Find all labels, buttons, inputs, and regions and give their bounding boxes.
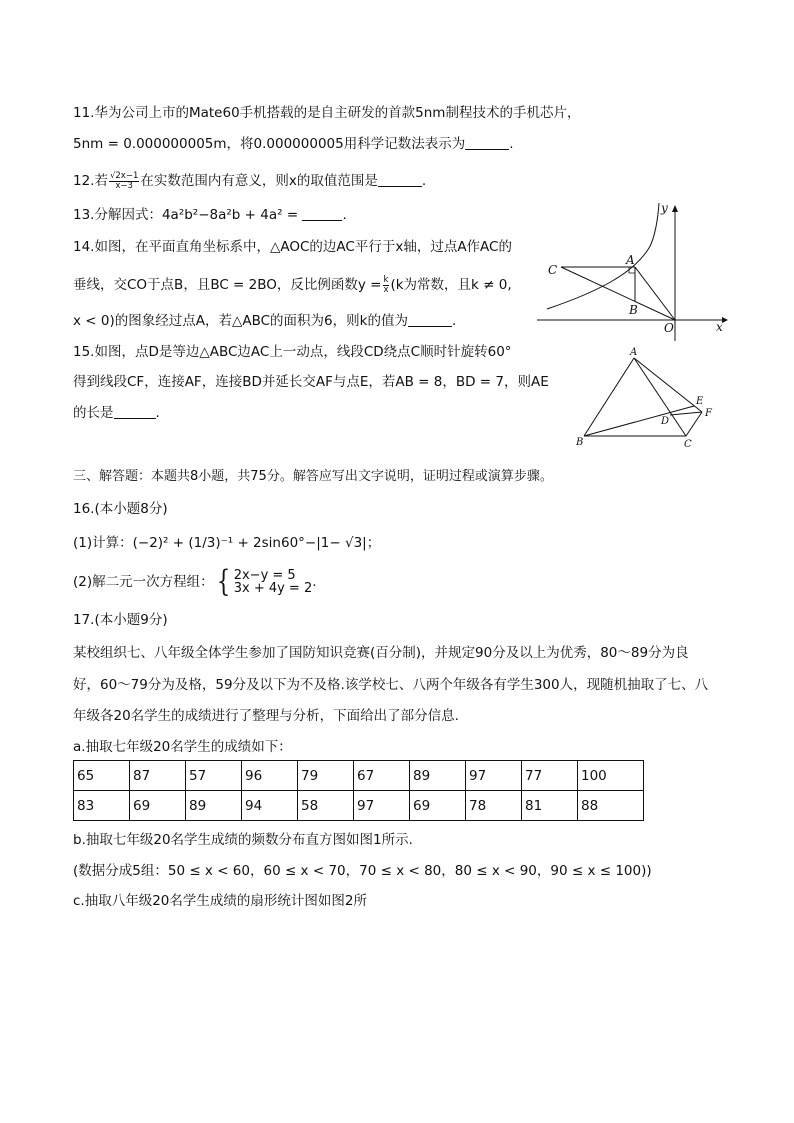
q15-figure [572, 344, 722, 454]
table-cell: 77 [522, 761, 578, 791]
q14-line1: 14.如图，在平面直角坐标系中，△AOC的边AC平行于x轴，过点A作AC的 [73, 239, 512, 255]
q17-item-c: c.抽取八年级20名学生成绩的扇形统计图如图2所 [73, 893, 367, 909]
left-brace: { [216, 564, 230, 599]
label-x: x [716, 320, 723, 334]
scores-table [73, 760, 644, 821]
label-e: E [696, 396, 704, 407]
table-row [74, 791, 644, 821]
q12-middle: 在实数范围内有意义，则x的取值范围是 [140, 173, 378, 189]
q14-line3 [73, 311, 456, 331]
table-cell: 57 [186, 761, 242, 791]
table-cell: 96 [242, 761, 298, 791]
q12-numerator: √2x−1 [109, 170, 139, 181]
table-row [74, 761, 644, 791]
answer-blank [302, 206, 342, 221]
q17-para3: 年级各20名学生的成绩进行了整理与分析，下面给出了部分信息. [73, 708, 459, 724]
q14-text-a: 垂线，交CO于点B，且BC = 2BO，反比例函数y = [73, 277, 382, 293]
table-cell: 89 [186, 791, 242, 821]
right-angle-mark [629, 267, 635, 273]
q11-line2 [73, 134, 514, 154]
label-b: B [576, 437, 584, 448]
q17-item-a: a.抽取七年级20名学生的成绩如下： [73, 739, 292, 755]
table-cell: 69 [130, 791, 186, 821]
hyperbola-curve [547, 203, 659, 309]
label-c: C [684, 439, 692, 450]
table-cell: 67 [354, 761, 410, 791]
label-b: B [629, 303, 638, 317]
table-cell: 94 [242, 791, 298, 821]
label-d: D [661, 416, 670, 427]
label-a: A [626, 253, 635, 267]
table-cell: 78 [466, 791, 522, 821]
equation-2: 3x + 4y = 2 [233, 581, 313, 596]
q15-line2: 得到线段CF，连接AF，连接BD并延长交AF与点E，若AB = 8，BD = 7，则AE [73, 374, 549, 390]
q14-numerator: k [383, 274, 389, 285]
q17-item-b: b.抽取七年级20名学生成绩的频数分布直方图如图1所示. [73, 832, 413, 848]
table-cell: 58 [298, 791, 354, 821]
table-cell: 88 [578, 791, 644, 821]
segment-df [670, 412, 702, 415]
q16-part1: (1)计算：(−2)² + (1/3)⁻¹ + 2sin60°−|1− √3|； [73, 535, 381, 551]
table-cell: 65 [74, 761, 130, 791]
equation-1: 2x−y = 5 [233, 568, 296, 583]
table-cell: 69 [410, 791, 466, 821]
segment-co [561, 267, 675, 320]
q11-end: . [509, 136, 514, 152]
q13-text: 13.分解因式：4a²b²−8a²b + 4a² = [73, 207, 299, 223]
q14-figure [537, 198, 737, 343]
q17-title: 17.(本小题9分) [73, 612, 168, 628]
q17-para2: 好，60～79分为及格，59分及以下为不及格.该学校七、八两个年级各有学生300人，现随机抽取了七、八 [73, 677, 709, 693]
q14-text-c: x < 0)的图象经过点A，若△ABC的面积为6，则k的值为 [73, 313, 408, 329]
label-o: O [664, 321, 674, 335]
q12-denominator: x−3 [115, 180, 133, 191]
answer-blank [378, 172, 422, 187]
table-cell: 97 [354, 791, 410, 821]
q14-denominator: x [383, 284, 389, 295]
answer-blank [408, 312, 452, 327]
q12-end: . [421, 173, 427, 189]
q17-para1: 某校组织七、八年级全体学生参加了国防知识竞赛(百分制)，并规定90分及以上为优秀，80～89分为良 [73, 645, 689, 661]
q14-line2 [73, 275, 512, 295]
q15-line1: 15.如图，点D是等边△ABC边AC上一动点，线段CD绕点C顺时针旋转60° [73, 344, 512, 360]
q14-text-b: (k为常数，且k ≠ 0, [390, 277, 512, 293]
q11-text: 5nm = 0.000000005m，将0.000000005用科学记数法表示为 [73, 136, 466, 152]
q14-end: . [451, 313, 457, 329]
answer-blank [465, 135, 509, 150]
table-cell: 97 [466, 761, 522, 791]
q16-part2 [73, 564, 317, 599]
x-axis-arrow [722, 317, 728, 323]
q13-line [73, 205, 347, 225]
q13-end: . [342, 207, 347, 223]
table-cell: 81 [522, 791, 578, 821]
q17-groups: (数据分成5组：50 ≤ x < 60，60 ≤ x < 70，70 ≤ x < 80，80 ≤ x < 90，90 ≤ x ≤ 100)) [73, 863, 652, 879]
label-c: C [548, 263, 558, 277]
section-heading: 三、解答题：本题共8小题，共75分。解答应写出文字说明，证明过程或演算步骤。 [73, 469, 553, 484]
q12-line [73, 171, 426, 191]
q14-fraction [383, 276, 390, 295]
segment-ao [635, 267, 675, 320]
label-f: F [705, 408, 712, 419]
segment-cf [686, 412, 702, 436]
q11-line1: 11.华为公司上市的Mate60手机搭载的是自主研发的首款5nm制程技术的手机芯片， [73, 105, 581, 121]
q12-fraction [109, 172, 139, 191]
label-y: y [661, 201, 668, 215]
q16-part2-prefix: (2)解二元一次方程组： [73, 574, 214, 590]
answer-blank [114, 404, 156, 419]
q15-end: . [155, 405, 160, 421]
q16-end: . [312, 574, 317, 590]
table-cell: 87 [130, 761, 186, 791]
segment-af [634, 358, 702, 412]
table-cell: 89 [410, 761, 466, 791]
table-cell: 100 [578, 761, 644, 791]
q15-line3 [73, 403, 160, 423]
label-a: A [630, 347, 638, 358]
q16-title: 16.(本小题8分) [73, 501, 168, 517]
table-cell: 79 [298, 761, 354, 791]
equation-rows [234, 569, 313, 595]
segment-ac [634, 358, 686, 436]
table-cell: 83 [74, 791, 130, 821]
q15-text: 的长是 [73, 405, 114, 421]
y-axis-arrow [672, 205, 678, 212]
equation-system [214, 564, 313, 599]
q12-prefix: 12.若 [73, 173, 108, 189]
